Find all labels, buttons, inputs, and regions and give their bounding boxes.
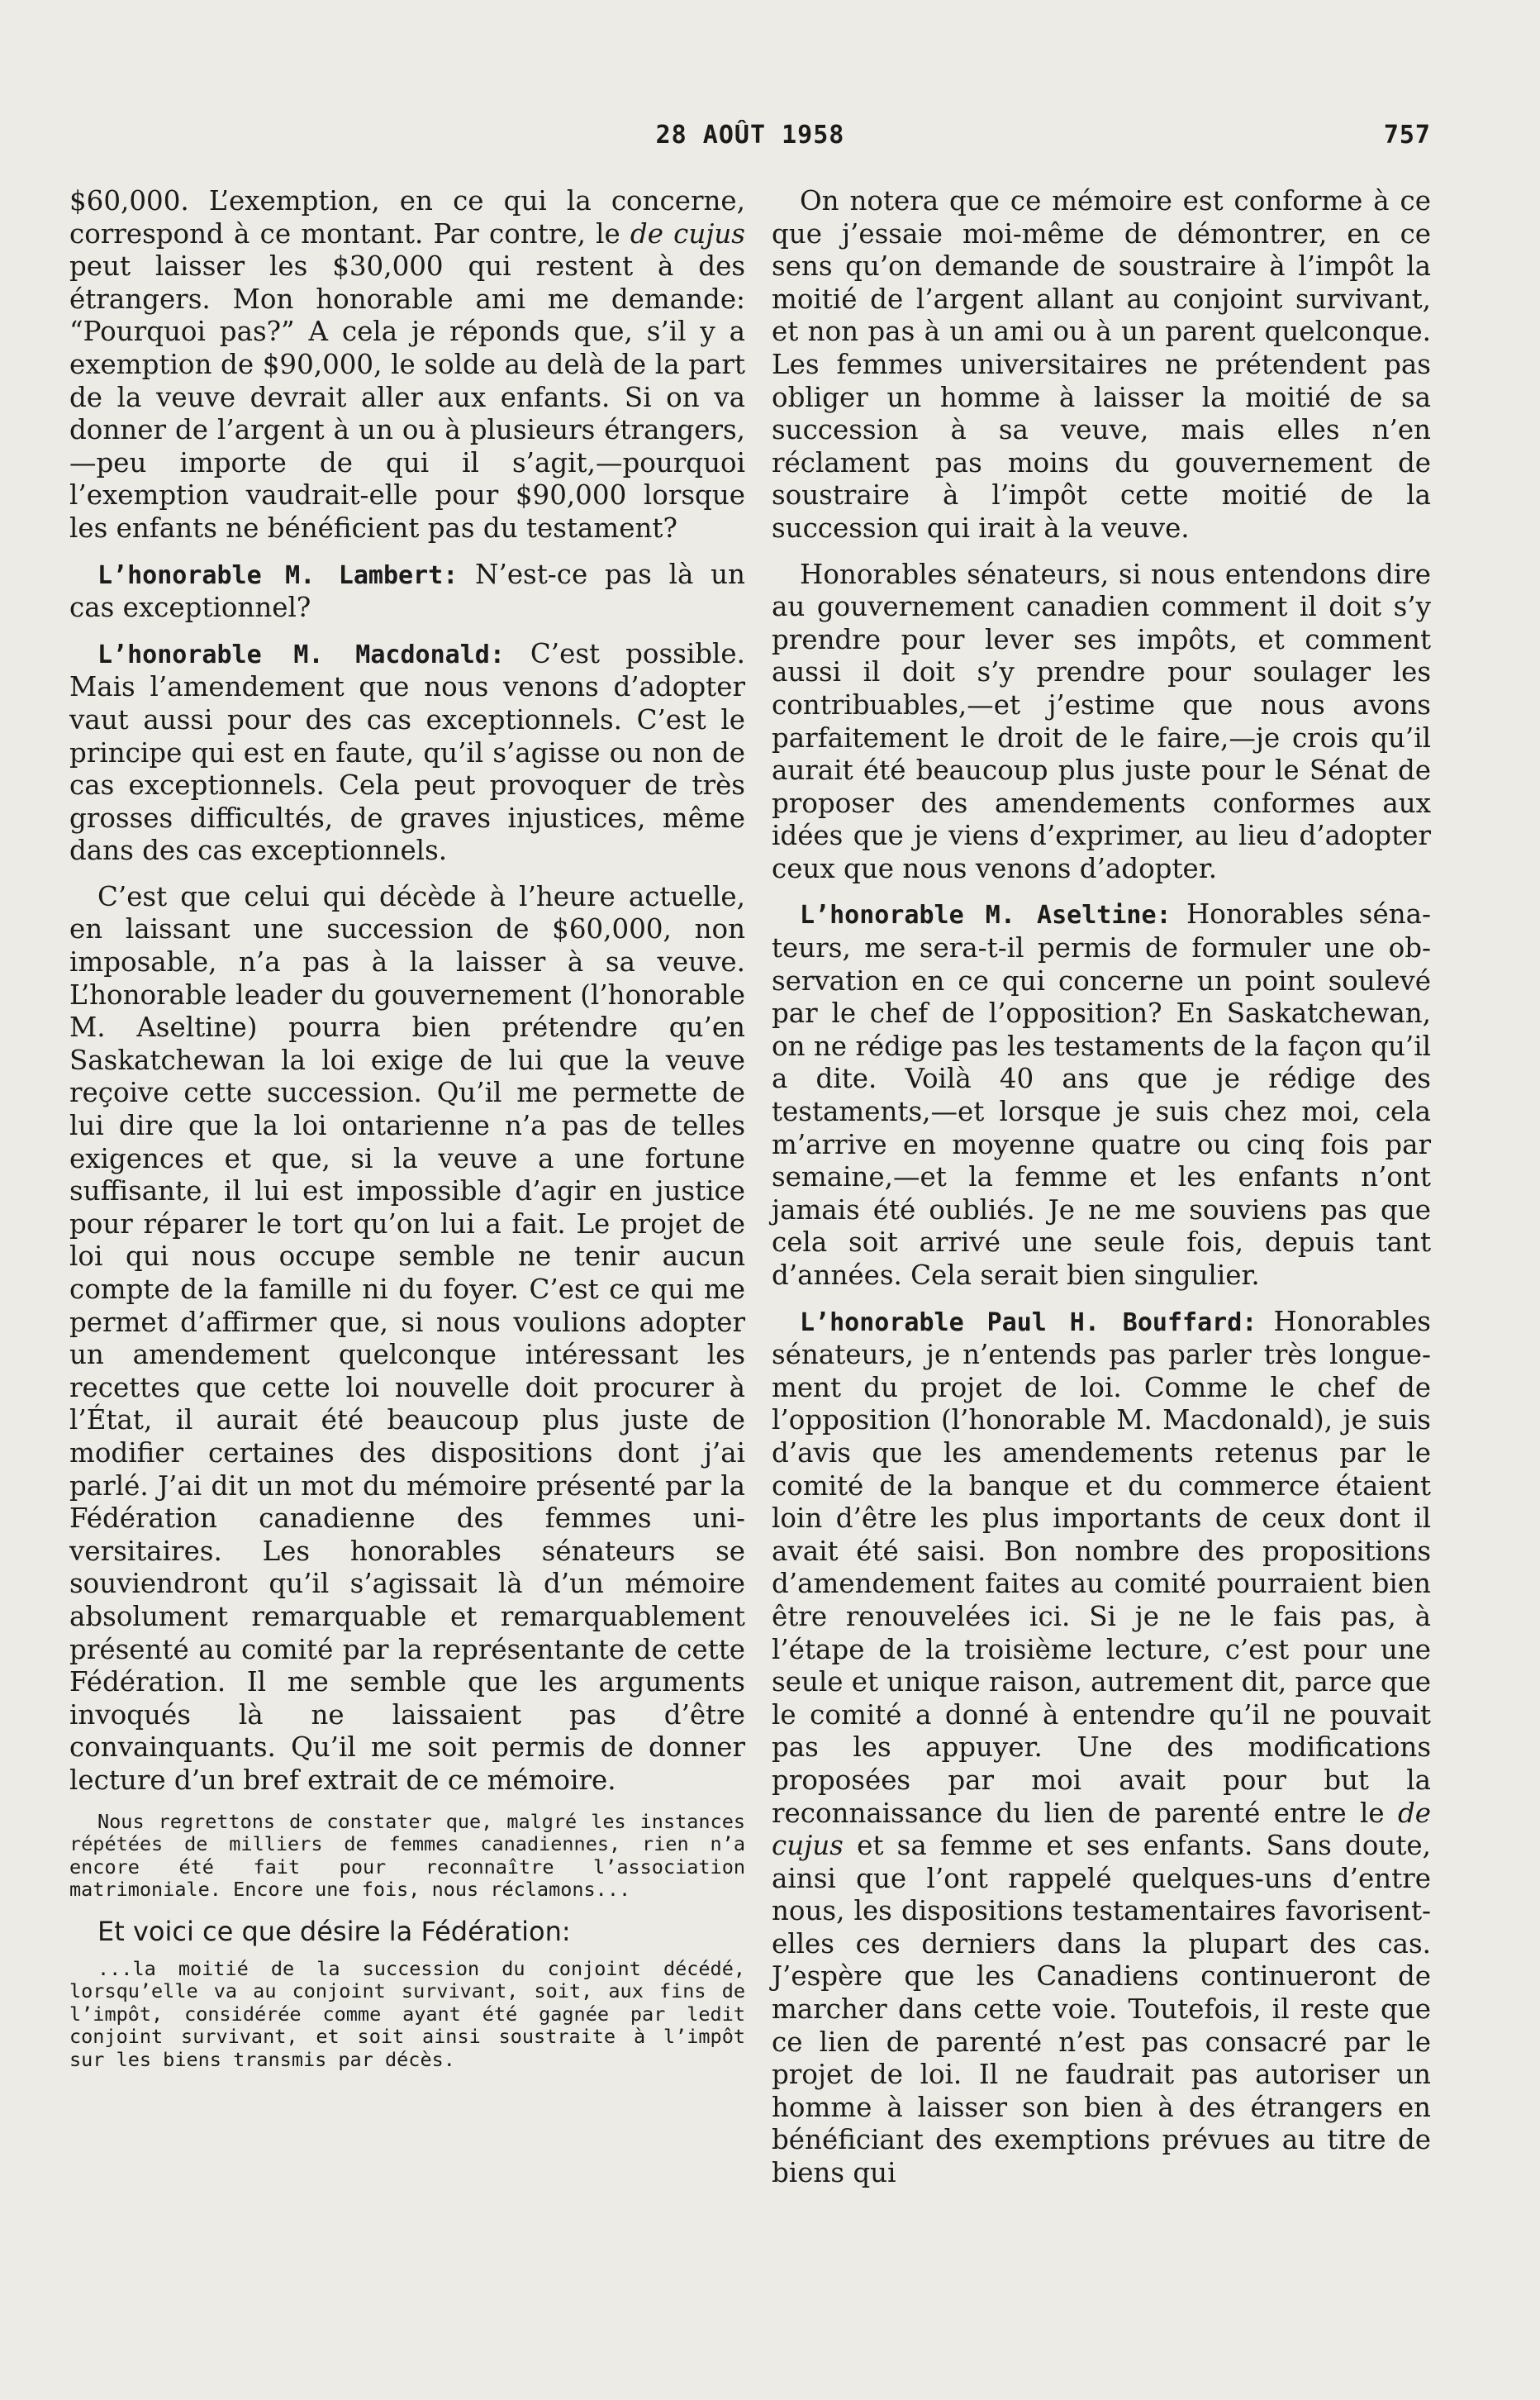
speaker-name: L’honorable Paul H. Bouffard: (800, 1307, 1257, 1337)
speaker-name: L’honorable M. Macdonald: (97, 640, 505, 669)
page-header (69, 121, 1431, 159)
quoted-extract: ...la moitié de la succession du conjoint décédé, lorsqu’elle va au conjoint survivant, soit, aux fins de l’impôt, considérée comme ayant été gagnée par ledit conjoint survivant, et soit ainsi soustraite à l’impôt sur les biens transmis par décès. (69, 1956, 745, 2071)
paragraph-text: $60,000. L’exemption, en ce qui la concerne, correspond à ce montant. Par contre, le (69, 185, 745, 250)
right-column (772, 185, 1431, 2203)
page-number: 757 (1383, 121, 1431, 150)
paragraph (69, 185, 745, 545)
speech-paragraph (772, 898, 1431, 1292)
paragraph: Honorables sénateurs, si nous entendons dire au gouvernement canadien comment il doit s’y prendre pour lever ses impôts, et comment aussi il doit s’y prendre pour soulager les contribuables,—et j’estime que nous avons parfaitement le droit de le faire,—je crois qu’il aurait été beaucoup plus juste pour le Sénat de proposer des amendements conformes aux idées que je viens d’exprimer, au lieu d’adopter ceux que nous venons d’adopter. (772, 558, 1431, 884)
speech-text: Honorables sénateurs, me sera-t-il permis de formuler une observation en ce qui concerne un point soulevé par le chef de l’opposition? En Saskatchewan, on ne rédige pas les testaments de la façon qu’il a dite. Voilà 40 ans que je rédige des testaments,—et lorsque je suis chez moi, cela m’arrive en moyenne quatre ou cinq fois par semaine,—et la femme et les enfants n’ont jamais été oubliés. Je ne me souviens pas que cela soit arrivé une seule fois, depuis tant d’années. Cela serait bien singulier. (772, 898, 1431, 1291)
paragraph-text: peut laisser les $30,000 qui restent à des étrangers. Mon honorable ami me demande: “Pourquoi pas?” A cela je réponds que, s’il y a exemption de $90,000, le solde au delà de la part de la veuve devrait aller aux enfants. Si on va donner de l’argent à un ou à plusieurs étrangers,—peu importe de qui il s’agit,—pourquoi l’exemption vaudrait-elle pour $90,000 lorsque les enfants ne bénéficient pas du testament? (69, 250, 745, 544)
speaker-name: L’honorable M. Aseltine: (800, 901, 1172, 931)
italic-term: de cujus (630, 217, 745, 250)
paragraph: On notera que ce mémoire est conforme à ce que j’essaie moi-même de démontrer, en ce sens qu’on demande de soustraire à l’impôt la moitié de l’argent allant au conjoint survivant, et non pas à un ami ou à un parent quelconque. Les femmes universitaires ne prétendent pas obliger un homme à laisser la moitié de sa succession à sa veuve, mais elles n’en réclament pas moins du gouvernement de soustraire à l’impôt cette moitié de la succession qui irait à la veuve. (772, 185, 1431, 544)
section-subheading: Et voici ce que désire la Fédération: (97, 1915, 571, 1947)
speech-paragraph (69, 559, 745, 625)
speech-text: et sa femme et ses enfants. Sans doute, ainsi que l’ont rappelé quelques-uns d’entre nous, les dispositions testamentaires favorisent-elles ces derniers dans la plupart des cas. J’espère que les Canadiens continueront de marcher dans cette voie. Toutefois, il reste que ce lien de parenté n’est pas consacré par le projet de loi. Il ne faudrait pas autoriser un homme à laisser son bien à des étrangers en bénéficiant des exemptions prévues au titre de biens qui (772, 1830, 1431, 2189)
speech-text: N’est-ce pas là un cas exceptionnel? (69, 558, 745, 624)
paragraph: C’est que celui qui décède à l’heure actuelle, en laissant une succession de $60,000, non imposable, n’a pas à la laisser à sa veuve. L’honorable leader du gouvernement (l’honorable M. Aseltine) pourra bien prétendre qu’en Saskatchewan la loi exige de lui que la veuve reçoive cette succession. Qu’il me permette de lui dire que la loi ontarienne n’a pas de telles exigences et que, si la veuve a une fortune suffisante, il lui est impossible d’agir en justice pour réparer le tort qu’on lui a fait. Le projet de loi qui nous occupe semble ne tenir aucun compte de la famille ni du foyer. C’est ce qui me permet d’affirmer que, si nous voulions adopter un amendement quelconque intéressant les recettes que cette loi nouvelle doit procurer à l’État, il aurait été beaucoup plus juste de modifier certaines des dispositions dont j’ai parlé. J’ai dit un mot du mémoire présenté par la Fédération canadienne des femmes universitaires. Les honorables sénateurs se souviendront qu’il s’agissait là d’un mémoire absolument remarquable et remarquablement présenté au comité par la représentante de cette Fédération. Il me semble que les arguments invoqués là ne laissaient pas d’être convainquants. Qu’il me soit permis de donner lecture d’un bref extrait de ce mémoire. (69, 880, 745, 1796)
header-date: 28 AOÛT 1958 (655, 121, 845, 150)
speech-text: Honorables sénateurs, je n’entends pas parler très longuement du projet de loi. Comme le chef de l’opposition (l’honorable M. Macdonald), je suis d’avis que les amendements retenus par le comité de la banque et du commerce étaient loin d’être les plus importants de ceux dont il avait été saisi. Bon nombre des propositions d’amendement faites au comité pourraient bien être renouvelées ici. Si je ne le fais pas, à l’étape de la troisième lecture, c’est pour une seule et unique raison, autrement dit, parce que le comité a donné à entendre qu’il ne pouvait pas les appuyer. Une des modifications proposées par moi avait pour but la reconnaissance du lien de parenté entre le (772, 1305, 1432, 1829)
italic-term: de cujus (772, 1797, 1431, 1862)
speaker-name: L’honorable M. Lambert: (97, 560, 459, 590)
speech-text: C’est possible. Mais l’amendement que nous venons d’adopter vaut aussi pour des cas exceptionnels. C’est le principe qui est en faute, qu’il s’agisse ou non de cas exceptionnels. Cela peut provoquer de très grosses difficultés, de graves injustices, même dans des cas exceptionnels. (69, 637, 745, 867)
speech-paragraph (772, 1306, 1431, 2190)
left-column (69, 185, 745, 2084)
quoted-extract: Nous regrettons de constater que, malgré les instances répétées de milliers de femmes canadiennes, rien n’a encore été fait pour reconnaître l’association matrimoniale. Encore une fois, nous réclamons... (69, 1809, 745, 1901)
speech-paragraph (69, 638, 745, 868)
